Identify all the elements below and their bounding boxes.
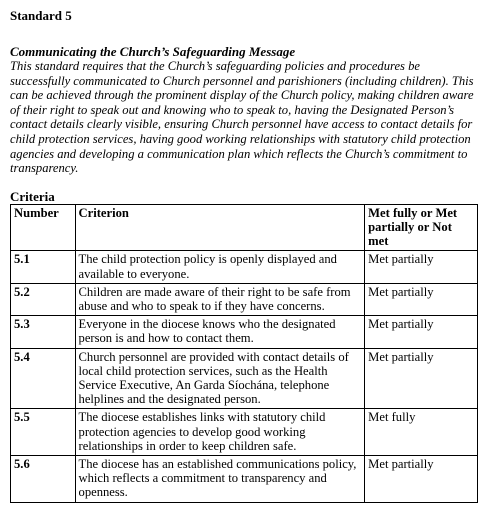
section-title: Communicating the Church’s Safeguarding Message xyxy=(10,44,296,59)
intro-paragraph: This standard requires that the Church’s safeguarding policies and procedures be successfully communicated to Church personnel and parishioners (including children). This can be achieved through the prominent display of the Church policy, making children aware of their right to speak out and knowing who to speak to, having the Designated Person’s contact details clearly visible, ensuring Church personnel have access to contact details for child protection services, having good working relationships with statutory child protection agencies and developing a communication plan which reflects the Church’s commitment to transparency. xyxy=(10,59,474,176)
row-criterion: The diocese establishes links with statutory child protection agencies to develop good working relationships in order to keep children safe. xyxy=(75,409,365,456)
table-row xyxy=(11,456,478,503)
row-criterion: Children are made aware of their right to be safe from abuse and who to speak to if they have concerns. xyxy=(75,283,365,315)
row-number: 5.4 xyxy=(11,348,76,409)
row-status: Met partially xyxy=(365,316,478,348)
table-row xyxy=(11,316,478,348)
header-criterion: Criterion xyxy=(75,204,365,251)
criteria-table xyxy=(10,204,478,503)
row-status: Met partially xyxy=(365,348,478,409)
row-number: 5.5 xyxy=(11,409,76,456)
row-criterion: The diocese has an established communications policy, which reflects a commitment to transparency and openness. xyxy=(75,456,365,503)
criteria-header-row xyxy=(11,204,478,251)
table-row xyxy=(11,348,478,409)
standard-heading: Standard 5 xyxy=(10,8,72,23)
row-criterion: Everyone in the diocese knows who the designated person is and how to contact them. xyxy=(75,316,365,348)
row-number: 5.6 xyxy=(11,456,76,503)
row-criterion: The child protection policy is openly displayed and available to everyone. xyxy=(75,251,365,283)
row-number: 5.3 xyxy=(11,316,76,348)
header-met-status: Met fully or Met partially or Not met xyxy=(365,204,478,251)
row-status: Met partially xyxy=(365,456,478,503)
row-criterion: Church personnel are provided with contact details of local child protection services, such as the Health Service Executive, An Garda Síochána, telephone helplines and the designated person. xyxy=(75,348,365,409)
row-status: Met fully xyxy=(365,409,478,456)
criteria-label: Criteria xyxy=(10,188,55,204)
row-number: 5.1 xyxy=(11,251,76,283)
table-row xyxy=(11,409,478,456)
row-status: Met partially xyxy=(365,283,478,315)
table-row xyxy=(11,251,478,283)
header-number: Number xyxy=(11,204,76,251)
document-page xyxy=(10,8,480,503)
table-row xyxy=(11,283,478,315)
row-status: Met partially xyxy=(365,251,478,283)
row-number: 5.2 xyxy=(11,283,76,315)
